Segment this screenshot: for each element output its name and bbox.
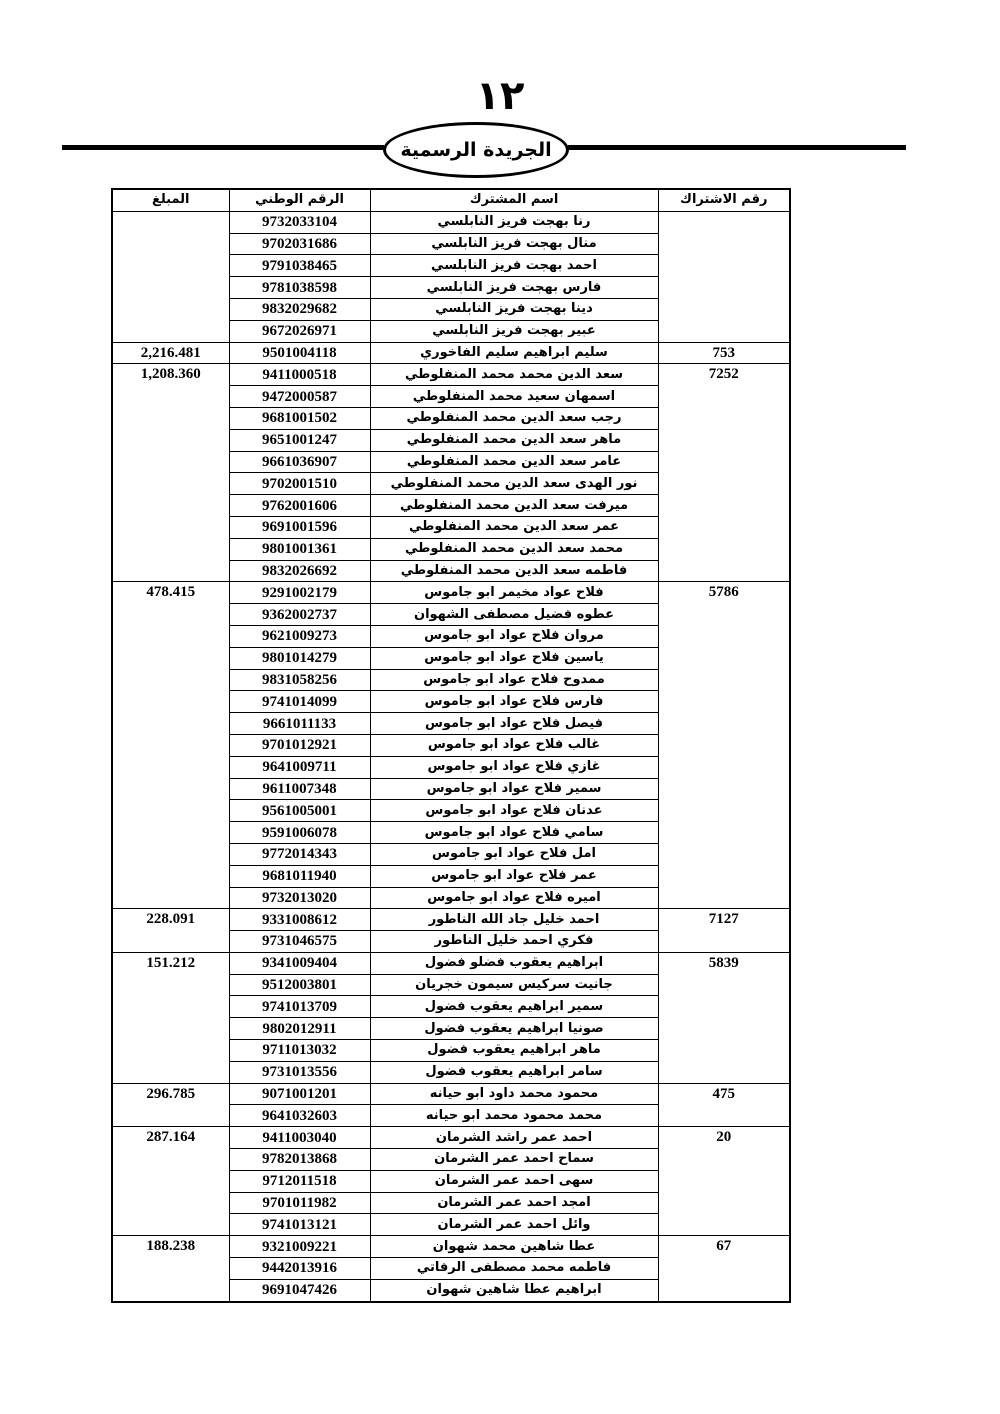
page-number: ١٢ [475,73,525,119]
national-id-cell: 9561005001 [229,800,370,822]
national-id-cell: 9681001502 [229,407,370,429]
table-row [112,1127,790,1149]
table-row [112,952,790,974]
header-rule-left [62,145,384,150]
subscriber-name-cell: رجب سعد الدين محمد المنفلوطي [370,407,658,429]
national-id-cell: 9782013868 [229,1149,370,1171]
national-id-cell: 9331008612 [229,909,370,931]
subscriber-name-cell: عدنان فلاح عواد ابو جاموس [370,800,658,822]
amount-cell: 228.091 [112,909,229,953]
column-header-subscription-no: رقم الاشتراك [658,189,790,211]
subscriber-name-cell: ماهر سعد الدين محمد المنفلوطي [370,429,658,451]
amount-cell: 151.212 [112,952,229,1083]
national-id-cell: 9661036907 [229,451,370,473]
subscriber-name-cell: عطوه فضيل مصطفى الشهوان [370,604,658,626]
subscriber-name-cell: محمود محمد داود ابو حيانه [370,1083,658,1105]
amount-cell [112,211,229,342]
subscriber-name-cell: منال بهجت فريز النابلسي [370,233,658,255]
subscriber-name-cell: وائل احمد عمر الشرمان [370,1214,658,1236]
national-id-cell: 9702031686 [229,233,370,255]
national-id-cell: 9661011133 [229,713,370,735]
national-id-cell: 9691001596 [229,516,370,538]
subscriber-name-cell: سماح احمد عمر الشرمان [370,1149,658,1171]
amount-cell: 188.238 [112,1236,229,1302]
national-id-cell: 9762001606 [229,495,370,517]
national-id-cell: 9651001247 [229,429,370,451]
national-id-cell: 9411000518 [229,364,370,386]
subscription-no-cell: 7127 [658,909,790,953]
subscription-no-cell: 475 [658,1083,790,1127]
subscriber-name-cell: سمير ابراهيم يعقوب فضول [370,996,658,1018]
amount-cell: 1,208.360 [112,364,229,582]
subscriber-name-cell: عمر سعد الدين محمد المنفلوطي [370,516,658,538]
subscriber-name-cell: سمير فلاح عواد ابو جاموس [370,778,658,800]
national-id-cell: 9512003801 [229,974,370,996]
table-row [112,909,790,931]
subscriber-name-cell: صونيا ابراهيم يعقوب فضول [370,1018,658,1040]
national-id-cell: 9791038465 [229,255,370,277]
subscriber-name-cell: امجد احمد عمر الشرمان [370,1192,658,1214]
table-row [112,342,790,364]
subscriber-name-cell: عمر فلاح عواد ابو جاموس [370,865,658,887]
national-id-cell: 9801014279 [229,647,370,669]
national-id-cell: 9732013020 [229,887,370,909]
national-id-cell: 9621009273 [229,625,370,647]
national-id-cell: 9591006078 [229,822,370,844]
subscriber-name-cell: فاطمه محمد مصطفى الرفاتي [370,1258,658,1280]
subscriber-name-cell: دينا بهجت فريز النابلسي [370,298,658,320]
national-id-cell: 9411003040 [229,1127,370,1149]
table-header-row [112,189,790,211]
national-id-cell: 9732033104 [229,211,370,233]
subscriber-name-cell: ياسين فلاح عواد ابو جاموس [370,647,658,669]
national-id-cell: 9731046575 [229,931,370,953]
subscription-no-cell: 20 [658,1127,790,1236]
national-id-cell: 9741013709 [229,996,370,1018]
national-id-cell: 9802012911 [229,1018,370,1040]
table-row [112,1236,790,1258]
national-id-cell: 9831058256 [229,669,370,691]
table-row [112,211,790,233]
subscription-no-cell: 5786 [658,582,790,909]
column-header-national-id: الرقم الوطني [229,189,370,211]
subscriber-name-cell: فكري احمد خليل الناطور [370,931,658,953]
subscription-no-cell: 67 [658,1236,790,1302]
amount-cell: 2,216.481 [112,342,229,364]
subscriber-name-cell: ابراهيم عطا شاهين شهوان [370,1279,658,1301]
subscriber-name-cell: سعد الدين محمد محمد المنفلوطي [370,364,658,386]
column-header-amount: المبلغ [112,189,229,211]
subscriber-name-cell: فلاح عواد مخيمر ابو جاموس [370,582,658,604]
subscription-no-cell: 753 [658,342,790,364]
subscriber-name-cell: ميرفت سعد الدين محمد المنفلوطي [370,495,658,517]
national-id-cell: 9691047426 [229,1279,370,1301]
subscriber-name-cell: احمد بهجت فريز النابلسي [370,255,658,277]
subscriber-name-cell: سامر ابراهيم يعقوب فضول [370,1061,658,1083]
national-id-cell: 9781038598 [229,277,370,299]
subscription-no-cell: 5839 [658,952,790,1083]
amount-cell: 287.164 [112,1127,229,1236]
subscriber-name-cell: عطا شاهين محمد شهوان [370,1236,658,1258]
subscriber-name-cell: عبير بهجت فريز النابلسي [370,320,658,342]
subscribers-table [111,188,791,1303]
national-id-cell: 9681011940 [229,865,370,887]
subscriber-name-cell: احمد خليل جاد الله الناطور [370,909,658,931]
national-id-cell: 9321009221 [229,1236,370,1258]
national-id-cell: 9641032603 [229,1105,370,1127]
subscriber-name-cell: ابراهيم يعقوب فضلو فضول [370,952,658,974]
national-id-cell: 9341009404 [229,952,370,974]
subscriber-name-cell: امل فلاح عواد ابو جاموس [370,843,658,865]
national-id-cell: 9832029682 [229,298,370,320]
subscriber-name-cell: اسمهان سعيد محمد المنفلوطي [370,386,658,408]
national-id-cell: 9712011518 [229,1170,370,1192]
national-id-cell: 9711013032 [229,1040,370,1062]
table-row [112,364,790,386]
column-header-subscriber-name: اسم المشترك [370,189,658,211]
subscriber-name-cell: سهى احمد عمر الشرمان [370,1170,658,1192]
subscriber-name-cell: رنا بهجت فريز النابلسي [370,211,658,233]
national-id-cell: 9442013916 [229,1258,370,1280]
header-rule-right [568,145,906,150]
subscriber-name-cell: مروان فلاح عواد ابو جاموس [370,625,658,647]
national-id-cell: 9702001510 [229,473,370,495]
subscriber-name-cell: سامي فلاح عواد ابو جاموس [370,822,658,844]
subscriber-name-cell: جانيت سركيس سيمون خجريان [370,974,658,996]
national-id-cell: 9641009711 [229,756,370,778]
amount-cell: 478.415 [112,582,229,909]
table-body [112,211,790,1301]
table-row [112,1083,790,1105]
subscriber-name-cell: سليم ابراهيم سليم الفاخوري [370,342,658,364]
national-id-cell: 9741014099 [229,691,370,713]
subscriber-name-cell: ممدوح فلاح عواد ابو جاموس [370,669,658,691]
subscriber-name-cell: فيصل فلاح عواد ابو جاموس [370,713,658,735]
national-id-cell: 9772014343 [229,843,370,865]
national-id-cell: 9501004118 [229,342,370,364]
national-id-cell: 9472000587 [229,386,370,408]
subscriber-name-cell: عامر سعد الدين محمد المنفلوطي [370,451,658,473]
national-id-cell: 9362002737 [229,604,370,626]
national-id-cell: 9731013556 [229,1061,370,1083]
national-id-cell: 9701012921 [229,734,370,756]
subscription-no-cell: 7252 [658,364,790,582]
subscriber-name-cell: غالب فلاح عواد ابو جاموس [370,734,658,756]
table-row [112,582,790,604]
national-id-cell: 9672026971 [229,320,370,342]
subscriber-name-cell: ماهر ابراهيم يعقوب فضول [370,1040,658,1062]
subscriber-name-cell: محمد محمود محمد ابو حيانه [370,1105,658,1127]
subscriber-name-cell: محمد سعد الدين محمد المنفلوطي [370,538,658,560]
national-id-cell: 9741013121 [229,1214,370,1236]
national-id-cell: 9832026692 [229,560,370,582]
subscription-no-cell [658,211,790,342]
subscriber-name-cell: احمد عمر راشد الشرمان [370,1127,658,1149]
subscriber-name-cell: نور الهدى سعد الدين محمد المنفلوطي [370,473,658,495]
national-id-cell: 9611007348 [229,778,370,800]
amount-cell: 296.785 [112,1083,229,1127]
national-id-cell: 9701011982 [229,1192,370,1214]
subscriber-name-cell: غازي فلاح عواد ابو جاموس [370,756,658,778]
national-id-cell: 9801001361 [229,538,370,560]
national-id-cell: 9071001201 [229,1083,370,1105]
subscriber-name-cell: فاطمه سعد الدين محمد المنفلوطي [370,560,658,582]
subscriber-name-cell: فارس فلاح عواد ابو جاموس [370,691,658,713]
national-id-cell: 9291002179 [229,582,370,604]
publication-title: الجريدة الرسمية [383,122,569,178]
subscriber-name-cell: اميره فلاح عواد ابو جاموس [370,887,658,909]
subscriber-name-cell: فارس بهجت فريز النابلسي [370,277,658,299]
